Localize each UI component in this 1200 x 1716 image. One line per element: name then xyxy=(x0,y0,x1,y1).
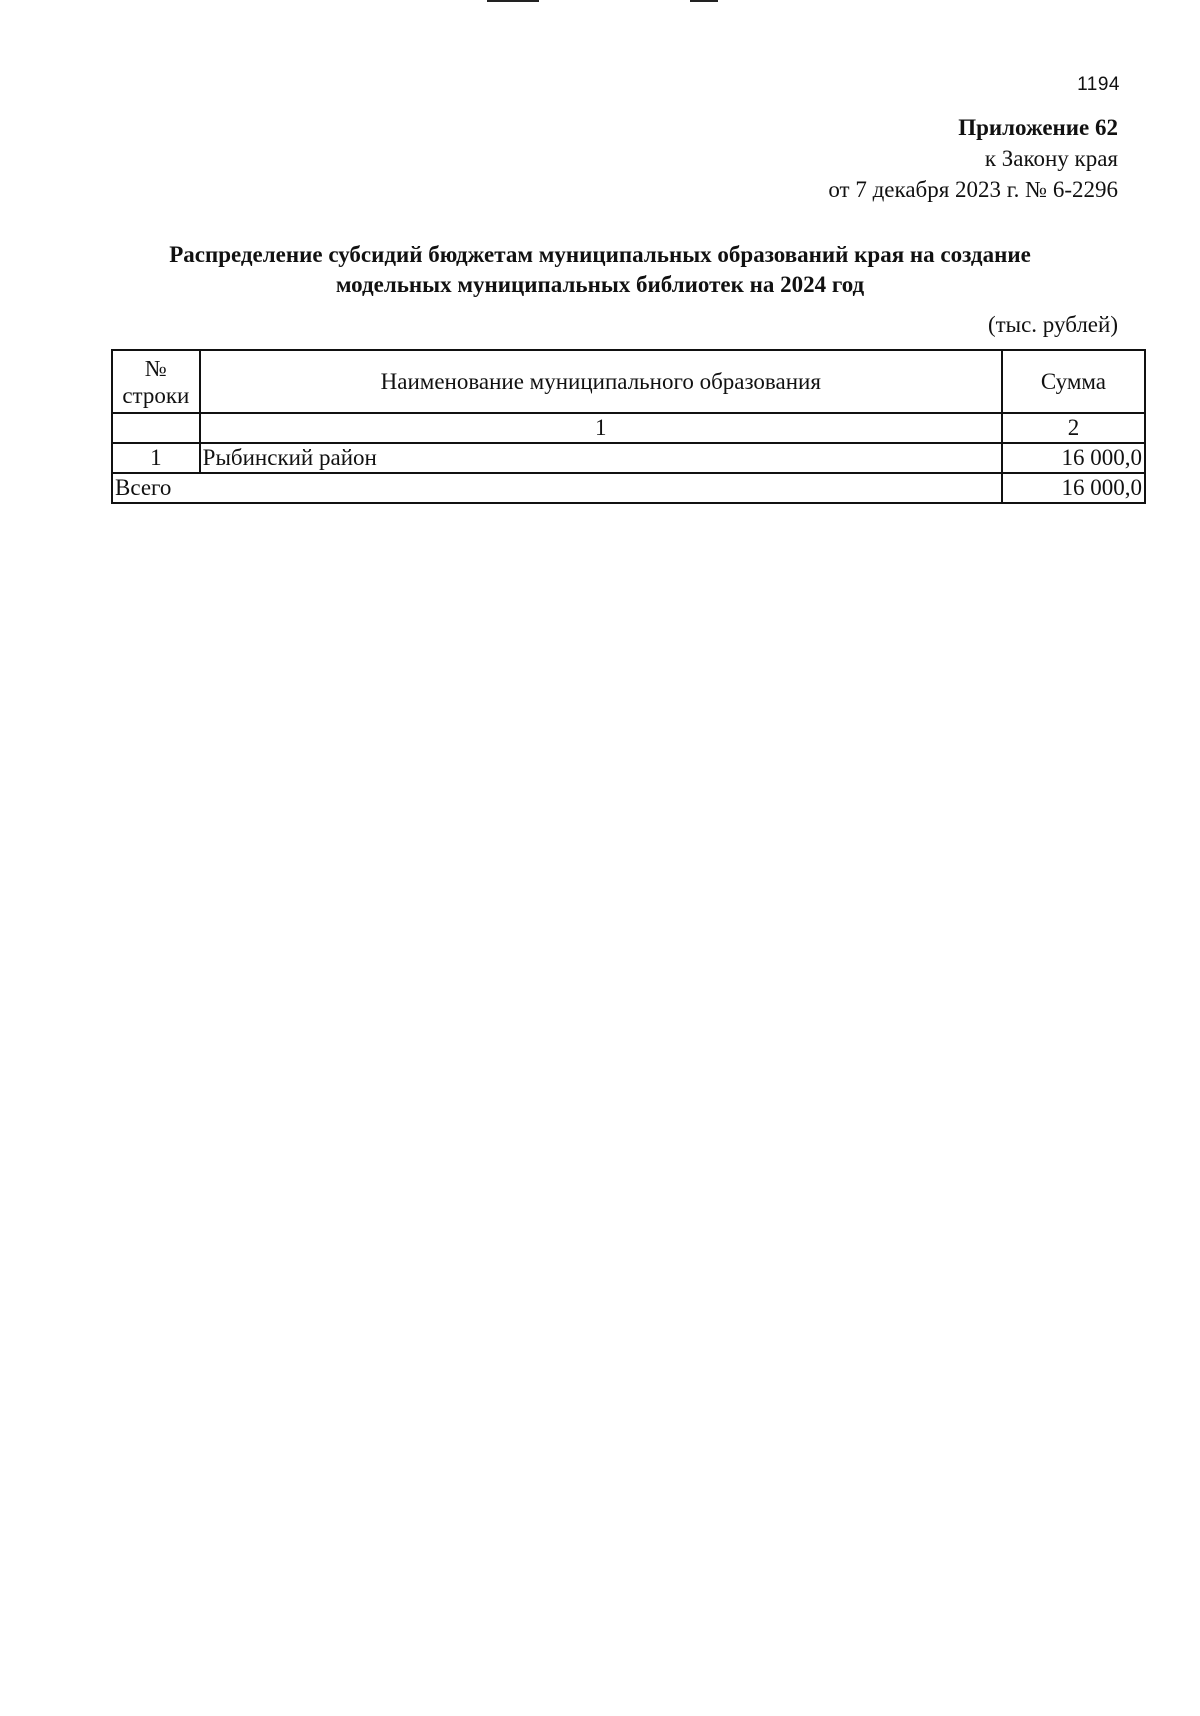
document-title-line-1: Распределение субсидий бюджетам муниципальных образований края на создание xyxy=(169,242,1031,267)
scan-artifact-line xyxy=(690,0,718,2)
table-total-row xyxy=(112,473,1145,503)
table-header-row xyxy=(112,350,1145,413)
appendix-title: Приложение 62 xyxy=(958,115,1118,140)
units-label: (тыс. рублей) xyxy=(987,312,1118,337)
sum-cell: 16 000,0 xyxy=(1002,443,1145,473)
row-number-cell: 1 xyxy=(112,443,200,473)
header-row-number xyxy=(112,350,200,413)
column-index-sum: 2 xyxy=(1002,413,1145,443)
document-title-line-2: модельных муниципальных библиотек на 2024 год xyxy=(335,272,865,297)
header-row-number-label: строки xyxy=(122,382,190,408)
header-row-number-symbol: № xyxy=(144,355,167,381)
document-title xyxy=(100,240,1100,300)
page-number: 1194 xyxy=(1077,74,1120,95)
column-index-name: 1 xyxy=(200,413,1002,443)
column-index-num xyxy=(112,413,200,443)
total-sum-cell: 16 000,0 xyxy=(1002,473,1145,503)
municipality-name-cell: Рыбинский район xyxy=(200,443,1002,473)
header-name: Наименование муниципального образования xyxy=(200,350,1002,413)
appendix-law-reference: к Закону края xyxy=(984,146,1118,171)
scan-artifact-line xyxy=(487,0,539,2)
appendix-block xyxy=(828,112,1118,205)
distribution-table xyxy=(111,349,1146,504)
appendix-law-date: от 7 декабря 2023 г. № 6-2296 xyxy=(828,177,1118,202)
total-label-cell: Всего xyxy=(112,473,1002,503)
header-sum: Сумма xyxy=(1002,350,1145,413)
table-row xyxy=(112,443,1145,473)
table-column-index-row xyxy=(112,413,1145,443)
